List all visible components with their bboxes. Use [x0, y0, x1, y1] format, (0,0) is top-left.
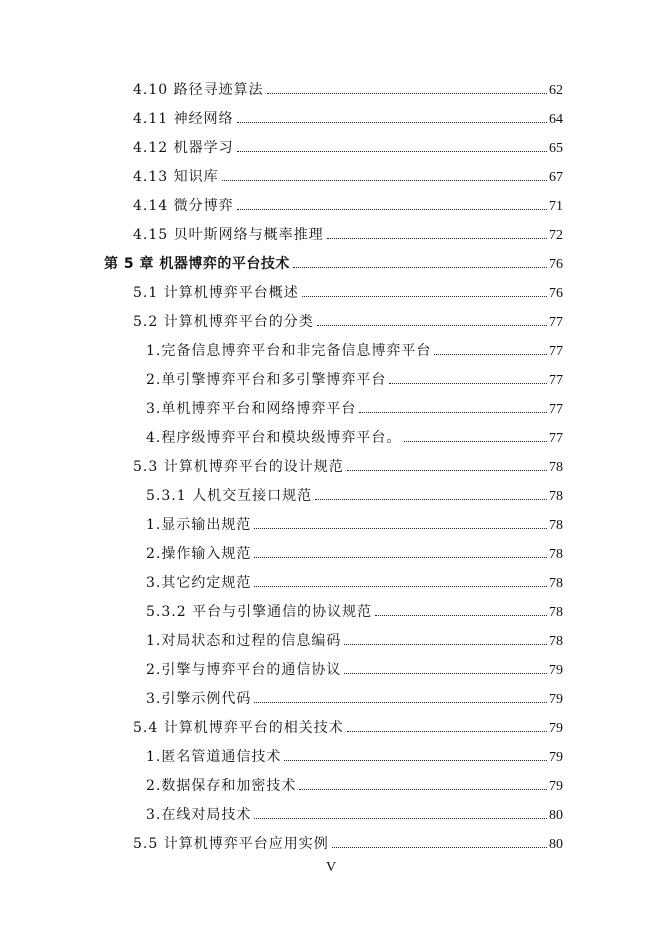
dot-leader	[344, 644, 547, 645]
toc-entry-label: 3.引擎示例代码	[146, 691, 252, 707]
toc-entry[interactable]	[146, 543, 563, 565]
toc-entry-page: 78	[549, 634, 563, 649]
toc-entry-page: 64	[549, 112, 563, 127]
dot-leader	[317, 325, 547, 326]
toc-entry[interactable]	[133, 311, 563, 333]
toc-entry-page: 79	[549, 692, 563, 707]
dot-leader	[254, 586, 547, 587]
dot-leader	[284, 760, 547, 761]
toc-entry-page: 77	[549, 402, 563, 417]
toc-entry-label: 5.3.1 人机交互接口规范	[146, 488, 313, 504]
dot-leader	[254, 818, 547, 819]
toc-entry-label: 1.完备信息博弈平台和非完备信息博弈平台	[146, 343, 432, 359]
toc-entry[interactable]	[133, 833, 563, 855]
dot-leader	[302, 296, 547, 297]
toc-entry-page: 79	[549, 779, 563, 794]
dot-leader	[404, 441, 547, 442]
toc-entry-page: 77	[549, 373, 563, 388]
toc-entry-page: 77	[549, 431, 563, 446]
toc-entry[interactable]	[133, 166, 563, 188]
toc-entry-label: 4.13 知识库	[133, 169, 219, 185]
dot-leader	[389, 383, 547, 384]
toc-entry[interactable]	[146, 369, 563, 391]
toc-entry-label: 3.单机博弈平台和网络博弈平台	[146, 401, 357, 417]
toc-entry-label: 1.显示输出规范	[146, 517, 252, 533]
toc-entry-page: 78	[549, 460, 563, 475]
toc-entry[interactable]	[133, 282, 563, 304]
toc-entry-page: 78	[549, 489, 563, 504]
toc-entry-label: 5.3 计算机博弈平台的设计规范	[133, 459, 344, 475]
toc-entry[interactable]	[146, 659, 563, 681]
toc-entry-label: 2.操作输入规范	[146, 546, 252, 562]
toc-entry-page: 79	[549, 750, 563, 765]
toc-entry-page: 77	[549, 315, 563, 330]
toc-entry-label: 5.1 计算机博弈平台概述	[133, 285, 299, 301]
toc-entry-label: 5.5 计算机博弈平台应用实例	[133, 836, 329, 852]
toc-entry-page: 62	[549, 83, 563, 98]
toc-entry-page: 78	[549, 576, 563, 591]
toc-entry-label: 第 5 章 机器博弈的平台技术	[104, 256, 290, 272]
toc-entry-label: 4.15 贝叶斯网络与概率推理	[133, 227, 324, 243]
toc-entry-label: 5.3.2 平台与引擎通信的协议规范	[146, 604, 373, 620]
toc-entry[interactable]	[133, 137, 563, 159]
dot-leader	[293, 267, 547, 268]
dot-leader	[347, 731, 547, 732]
toc-entry[interactable]	[133, 195, 563, 217]
toc-entry[interactable]	[146, 630, 563, 652]
toc-entry-page: 80	[549, 837, 563, 852]
toc-entry[interactable]	[133, 717, 563, 739]
toc-entry-label: 4.11 神经网络	[133, 111, 234, 127]
toc-entry-page: 77	[549, 344, 563, 359]
toc-entry-label: 2.引擎与博弈平台的通信协议	[146, 662, 342, 678]
toc-entry[interactable]	[146, 427, 563, 449]
toc-entry[interactable]	[146, 340, 563, 362]
toc-entry-page: 80	[549, 808, 563, 823]
dot-leader	[254, 702, 547, 703]
toc-entry[interactable]	[133, 79, 563, 101]
toc-entry-page: 79	[549, 663, 563, 678]
toc-entry[interactable]	[146, 804, 563, 826]
toc-entry[interactable]	[146, 398, 563, 420]
toc-entry[interactable]	[146, 746, 563, 768]
toc-chapter-entry[interactable]	[104, 253, 563, 275]
toc-entry-label: 5.2 计算机博弈平台的分类	[133, 314, 314, 330]
toc-entry-page: 78	[549, 518, 563, 533]
dot-leader	[344, 673, 547, 674]
dot-leader	[327, 238, 547, 239]
toc-entry[interactable]	[133, 456, 563, 478]
toc-entry-label: 4.12 机器学习	[133, 140, 234, 156]
page-number: V	[325, 860, 337, 875]
toc-entry-page: 78	[549, 547, 563, 562]
toc-entry-page: 67	[549, 170, 563, 185]
toc-entry[interactable]	[146, 485, 563, 507]
toc-entry-label: 1.匿名管道通信技术	[146, 749, 282, 765]
toc-entry[interactable]	[146, 572, 563, 594]
dot-leader	[315, 499, 547, 500]
toc-entry-page: 76	[549, 257, 563, 272]
dot-leader	[222, 180, 547, 181]
toc-entry[interactable]	[133, 224, 563, 246]
toc-entry-page: 71	[549, 199, 563, 214]
toc-entry[interactable]	[133, 108, 563, 130]
dot-leader	[359, 412, 547, 413]
toc-entry-label: 4.程序级博弈平台和模块级博弈平台。	[146, 430, 402, 446]
dot-leader	[254, 557, 547, 558]
dot-leader	[434, 354, 547, 355]
dot-leader	[254, 528, 547, 529]
toc-entry-label: 1.对局状态和过程的信息编码	[146, 633, 342, 649]
toc-entry-label: 3.在线对局技术	[146, 807, 252, 823]
toc-entry-label: 4.14 微分博弈	[133, 198, 234, 214]
toc-entry-label: 2.单引擎博弈平台和多引擎博弈平台	[146, 372, 387, 388]
dot-leader	[332, 847, 547, 848]
toc-entry[interactable]	[146, 775, 563, 797]
toc-entry-label: 2.数据保存和加密技术	[146, 778, 297, 794]
toc-entry-label: 3.其它约定规范	[146, 575, 252, 591]
toc-entry[interactable]	[146, 514, 563, 536]
dot-leader	[237, 151, 547, 152]
dot-leader	[267, 93, 547, 94]
toc-entry-page: 72	[549, 228, 563, 243]
dot-leader	[347, 470, 547, 471]
dot-leader	[237, 209, 547, 210]
toc-entry-page: 79	[549, 721, 563, 736]
toc-entry-label: 4.10 路径寻迹算法	[133, 82, 264, 98]
dot-leader	[299, 789, 547, 790]
toc-entry-page: 65	[549, 141, 563, 156]
toc-entry[interactable]	[146, 601, 563, 623]
toc-entry-label: 5.4 计算机博弈平台的相关技术	[133, 720, 344, 736]
dot-leader	[237, 122, 547, 123]
toc-entry-page: 78	[549, 605, 563, 620]
dot-leader	[375, 615, 547, 616]
toc-entry-page: 76	[549, 286, 563, 301]
toc-entry[interactable]	[146, 688, 563, 710]
